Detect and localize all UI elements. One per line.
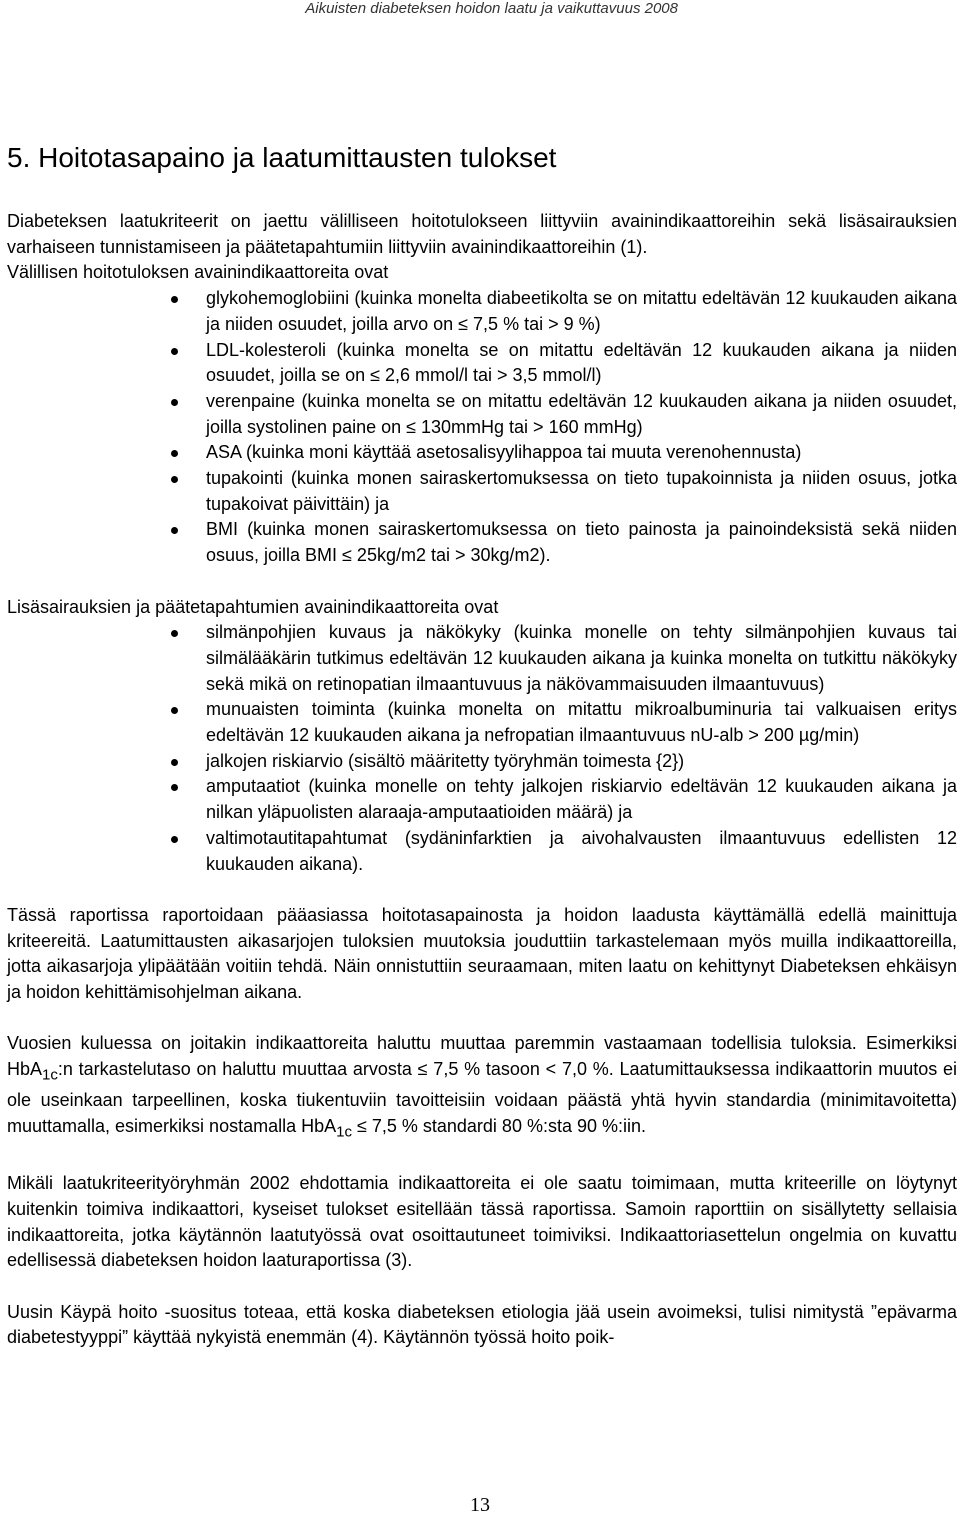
list-item-text: LDL-kolesteroli (kuinka monelta se on mitattu edeltävän 12 kuukauden aikana ja niiden osuudet, joilla se on ≤ 2,6 mmol/l tai > 3,5 mmol/l)	[206, 339, 957, 386]
running-title: Aikuisten diabeteksen hoidon laatu ja vaikuttavuus 2008	[305, 0, 678, 17]
list-item-text: silmänpohjien kuvaus ja näkökyky (kuinka monelle on tehty silmänpohjien kuvaus tai silmälääkärin tutkimus edeltävän 12 kuukauden aikana ja kuinka monelta on tutkittu näkökyky sekä mikä on retinopatian ilmaantuvuus ja näkövammaisuuden ilmaantuvuus)	[206, 622, 957, 694]
bullet-icon	[171, 348, 178, 355]
indirect-indicators-list	[7, 286, 957, 569]
list-item-text: amputaatiot (kuinka monelle on tehty jalkojen riskiarvio edeltävän 12 kuukauden aikana ja nilkan yläpuolisten alaraaja-amputaatioiden määrä) ja	[206, 776, 957, 823]
list-item-text: munuaisten toiminta (kuinka monelta on mitattu mikroalbuminuria tai valkuaisen eritys edeltävän 12 kuukauden aikana ja nefropatian ilmaantuvuus nU-alb > 200 µg/min)	[206, 699, 957, 746]
list-item-text: BMI (kuinka monen sairaskertomuksessa on tieto painosta ja painoindeksistä sekä niiden osuus, joilla BMI ≤ 25kg/m2 tai > 30kg/m2).	[206, 519, 957, 566]
list-item-text: jalkojen riskiarvio (sisältö määritetty työryhmän toimesta {2})	[206, 750, 685, 771]
page-number: 13	[470, 1494, 490, 1516]
list-item-text: verenpaine (kuinka monelta se on mitattu edeltävän 12 kuukauden aikana ja niiden osuudet, joilla systolinen paine on ≤ 130mmHg tai > 160 mmHg)	[206, 390, 957, 437]
spacer	[7, 877, 957, 903]
bullet-icon	[171, 707, 178, 714]
bullet-icon	[171, 784, 178, 791]
report-scope-paragraph: Tässä raportissa raportoidaan pääasiassa hoitotasapainosta ja hoidon laadusta käyttämällä edellä mainittuja kriteereitä. Laatumittausten aikasarjojen tuloksien muutoksia jouduttiin tarkastelemaan myös muilla indikaattoreilla, jotta aikasarjoja ylipäätään voitiin tehdä. Näin onnistuttiin seuraamaan, miten laatu on kehittynyt Diabeteksen ehkäisyn ja hoidon kehittämisohjelman aikana.	[7, 904, 957, 1003]
list-item	[7, 826, 957, 877]
running-header	[0, 0, 960, 20]
list-item	[7, 774, 957, 825]
list-item	[7, 517, 957, 568]
working-group-paragraph: Mikäli laatukriteerityöryhmän 2002 ehdottamia indikaattoreita ei ole saatu toimimaan, mutta kriteerille on löytynyt kuitenkin toimiva indikaattori, kyseiset tulokset esitellään tässä raportissa. Samoin raporttiin on sisällytetty sellaisia indikaattoreita, jotka käytännön laatutyössä ovat osoittautuneet toimiviksi. Indikaattoriasettelun ongelmia on kuvattu edellisessä diabeteksen hoidon laaturaportissa (3).	[7, 1173, 957, 1271]
bullet-icon	[171, 759, 178, 766]
bullet-icon	[171, 527, 178, 534]
paragraph-text: ≤ 7,5 % standardi 80 %:sta 90 %:iin.	[351, 1116, 647, 1137]
list-item-text: ASA (kuinka moni käyttää asetosalisyylihappoa tai muuta verenohennusta)	[206, 442, 802, 463]
complications-list	[7, 620, 957, 877]
list-item-text: glykohemoglobiini (kuinka monelta diabeetikolta se on mitattu edeltävän 12 kuukauden aikana ja niiden osuudet, joilla arvo on ≤ 7,5 % tai > 9 %)	[206, 288, 957, 334]
spacer	[7, 1145, 957, 1171]
list-item	[7, 697, 957, 748]
indicator-change-paragraph	[7, 1031, 957, 1145]
document-body	[7, 209, 957, 1351]
list-item-text: tupakointi (kuinka monen sairaskertomuksessa on tieto tupakoinnista ja niiden osuus, jotka tupakoivat päivittäin) ja	[206, 468, 957, 514]
bullet-icon	[171, 630, 178, 637]
list-item	[7, 440, 957, 466]
bullet-icon	[171, 476, 178, 483]
spacer	[7, 1274, 957, 1300]
list-item	[7, 338, 957, 389]
list-item	[7, 389, 957, 440]
spacer	[7, 1006, 957, 1032]
list-item	[7, 620, 957, 697]
list-item	[7, 466, 957, 517]
indirect-indicators-heading: Välillisen hoitotuloksen avainindikaattoreita ovat	[7, 262, 389, 283]
bullet-icon	[171, 296, 178, 303]
bullet-icon	[171, 399, 178, 406]
list-item	[7, 749, 957, 775]
subscript: 1c	[336, 1123, 352, 1141]
spacer	[7, 569, 957, 595]
list-item	[7, 286, 957, 337]
section-title: 5. Hoitotasapaino ja laatumittausten tulokset	[7, 142, 557, 173]
bullet-icon	[171, 836, 178, 843]
bullet-icon	[171, 450, 178, 457]
paragraph-text: :n tarkastelutaso on haluttu muuttaa arvosta ≤ 7,5 % tasoon < 7,0 %. Laatumittauksessa indikaattorin muutos ei ole useinkaan tarpeellinen, koska tiukentuviin tavoitteisiin voidaan päästä yhtä hyvin standardia (minimitavoitetta) muuttamalla, esimerkiksi nostamalla HbA	[7, 1059, 957, 1137]
current-care-paragraph: Uusin Käypä hoito -suositus toteaa, että koska diabeteksen etiologia jää usein avoimeksi, tulisi nimitystä ”epävarma diabetestyyppi” käyttää nykyistä enemmän (4). Käytännön työssä hoito poik-	[7, 1301, 957, 1348]
complications-heading: Lisäsairauksien ja päätetapahtumien avainindikaattoreita ovat	[7, 596, 499, 617]
intro-paragraph: Diabeteksen laatukriteerit on jaettu välilliseen hoitotulokseen liittyviin avainindikaattoreihin sekä lisäsairauksien varhaiseen tunnistamiseen ja päätetapahtumiin liittyviin avainindikaattoreihin (1).	[7, 211, 957, 257]
list-item-text: valtimotautitapahtumat (sydäninfarktien ja aivohalvausten ilmaantuvuus edellisten 12 kuukauden aikana).	[206, 827, 957, 874]
paragraph-text: Vuosien kuluessa on joitakin indikaattoreita haluttu muuttaa paremmin vastaamaan todellisia tuloksia. Esimerkiksi HbA	[7, 1033, 957, 1080]
subscript: 1c	[42, 1066, 58, 1084]
